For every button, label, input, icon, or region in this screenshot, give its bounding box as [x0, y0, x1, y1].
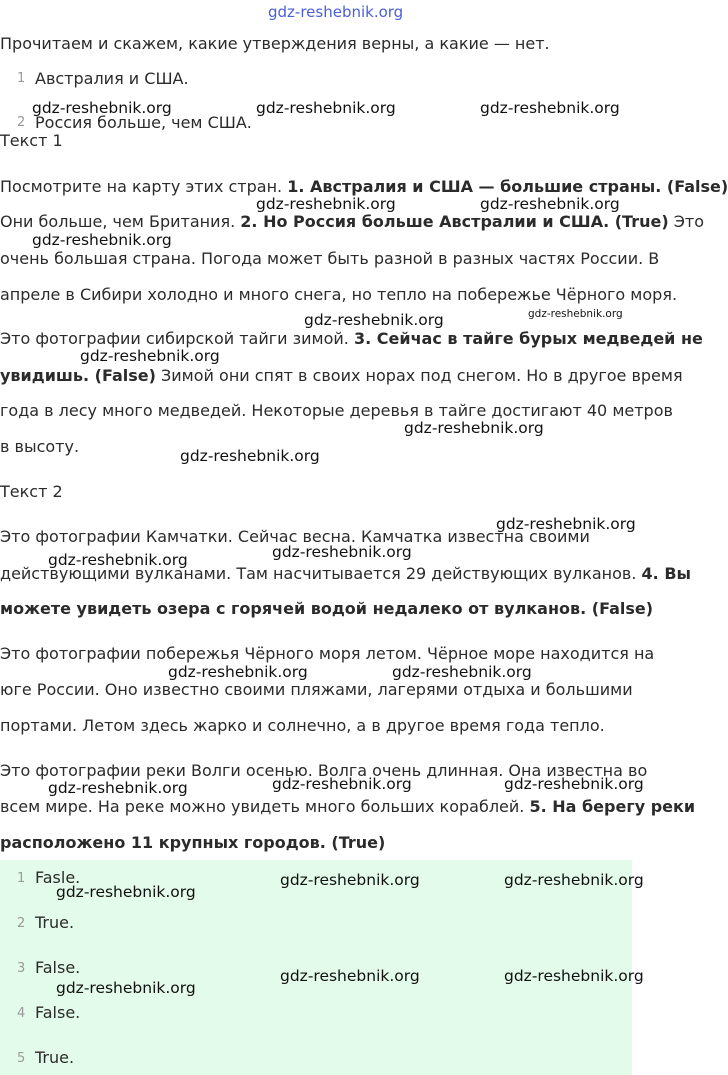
- line-text: действующими вулканами. Там насчитывается 29 действующих вулканов.: [0, 564, 642, 583]
- text2-heading: Текст 2: [0, 482, 63, 501]
- watermark: gdz-reshebnik.org: [256, 99, 396, 117]
- paragraph-line: [0, 680, 633, 700]
- paragraph-line: [0, 437, 79, 457]
- paragraph-line: [0, 212, 704, 232]
- line-text: года в лесу много медведей. Некоторые деревья в тайге достигают 40 метров: [0, 401, 673, 420]
- line-text: апреле в Сибири холодно и много снега, но тепло на побережье Чёрного моря.: [0, 285, 678, 304]
- line-text: Зимой они спят в своих норах под снегом. Но в другое время: [155, 366, 683, 385]
- watermark: gdz-reshebnik.org: [256, 195, 396, 213]
- watermark: gdz-reshebnik.org: [392, 663, 532, 681]
- watermark: gdz-reshebnik.org: [280, 871, 420, 889]
- watermark: gdz-reshebnik.org: [56, 979, 196, 997]
- paragraph-line: [0, 249, 659, 269]
- watermark: gdz-reshebnik.org: [480, 195, 620, 213]
- line-text: портами. Летом здесь жарко и солнечно, а в другое время года тепло.: [0, 716, 605, 735]
- list-number: 1: [17, 71, 26, 86]
- line-text: Это фотографии реки Волги осенью. Волга очень длинная. Она известна во: [0, 761, 648, 780]
- watermark: gdz-reshebnik.org: [48, 779, 188, 797]
- watermark: gdz-reshebnik.org: [168, 663, 308, 681]
- paragraph-line: [0, 797, 695, 817]
- line-text: Это фотографии Камчатки. Сейчас весна. Камчатка известна своими: [0, 527, 590, 546]
- watermark: gdz-reshebnik.org: [504, 967, 644, 985]
- intro-text: Прочитаем и скажем, какие утверждения верны, а какие — нет.: [0, 34, 550, 53]
- answer-number: 5: [17, 1051, 26, 1066]
- answer-number: 1: [17, 871, 26, 886]
- line-text: Это фотографии сибирской тайги зимой.: [0, 329, 354, 348]
- site-watermark-header: gdz-reshebnik.org: [268, 3, 404, 21]
- paragraph-line: [0, 366, 683, 386]
- line-text: в высоту.: [0, 437, 80, 456]
- paragraph-line: [0, 401, 673, 421]
- list-text: Россия больше, чем США.: [35, 113, 252, 132]
- list-number: 2: [17, 115, 26, 130]
- watermark: gdz-reshebnik.org: [528, 308, 623, 320]
- line-bold: 4. Вы: [641, 564, 691, 583]
- paragraph-line: [0, 833, 385, 853]
- watermark: gdz-reshebnik.org: [32, 99, 172, 117]
- watermark: gdz-reshebnik.org: [496, 515, 636, 533]
- answer-number: 3: [17, 961, 26, 976]
- line-bold: можете увидеть озера с горячей водой недалеко от вулканов. (False): [0, 599, 654, 618]
- watermark: gdz-reshebnik.org: [504, 775, 644, 793]
- watermark: gdz-reshebnik.org: [504, 871, 644, 889]
- line-bold: расположено 11 крупных городов. (True): [0, 833, 386, 852]
- paragraph-line: [0, 285, 677, 305]
- answer-text: True.: [35, 913, 75, 932]
- answer-text: True.: [35, 1048, 75, 1067]
- watermark: gdz-reshebnik.org: [80, 347, 220, 365]
- line-text: юге России. Оно известно своими пляжами, лагерями отдыха и большими: [0, 680, 633, 699]
- line-bold: 5. На берегу реки: [529, 797, 696, 816]
- watermark: gdz-reshebnik.org: [480, 99, 620, 117]
- watermark: gdz-reshebnik.org: [48, 551, 188, 569]
- watermark: gdz-reshebnik.org: [32, 231, 172, 249]
- watermark: gdz-reshebnik.org: [272, 543, 412, 561]
- paragraph-line: [0, 329, 703, 349]
- line-text: очень большая страна. Погода может быть разной в разных частях России. В: [0, 249, 660, 268]
- answer-number: 4: [17, 1006, 26, 1021]
- answer-text: Fasle.: [35, 868, 81, 887]
- paragraph-line: [0, 644, 654, 664]
- line-text: Посмотрите на карту этих стран.: [0, 177, 288, 196]
- watermark: gdz-reshebnik.org: [180, 447, 320, 465]
- paragraph-line: [0, 716, 605, 736]
- line-bold: 3. Сейчас в тайге бурых медведей не: [353, 329, 703, 348]
- paragraph-line: [0, 599, 653, 619]
- watermark: gdz-reshebnik.org: [280, 967, 420, 985]
- watermark: gdz-reshebnik.org: [56, 883, 196, 901]
- list-text: Австралия и США.: [35, 69, 189, 88]
- answer-number: 2: [17, 916, 26, 931]
- answer-text: False.: [35, 1003, 81, 1022]
- text1-heading: Текст 1: [0, 131, 63, 150]
- line-bold: увидишь. (False): [0, 366, 156, 385]
- answer-text: False.: [35, 958, 81, 977]
- watermark: gdz-reshebnik.org: [404, 419, 544, 437]
- line-text: всем мире. На реке можно увидеть много больших кораблей.: [0, 797, 530, 816]
- watermark: gdz-reshebnik.org: [272, 775, 412, 793]
- line-text: Это: [668, 212, 705, 231]
- watermark: gdz-reshebnik.org: [304, 311, 444, 329]
- line-bold: 1. Австралия и США — большие страны. (False): [287, 177, 728, 196]
- line-bold: 2. Но Россия больше Австралии и США. (True): [240, 212, 669, 231]
- line-text: Они больше, чем Британия.: [0, 212, 241, 231]
- paragraph-line: [0, 177, 728, 197]
- line-text: Это фотографии побережья Чёрного моря летом. Чёрное море находится на: [0, 644, 655, 663]
